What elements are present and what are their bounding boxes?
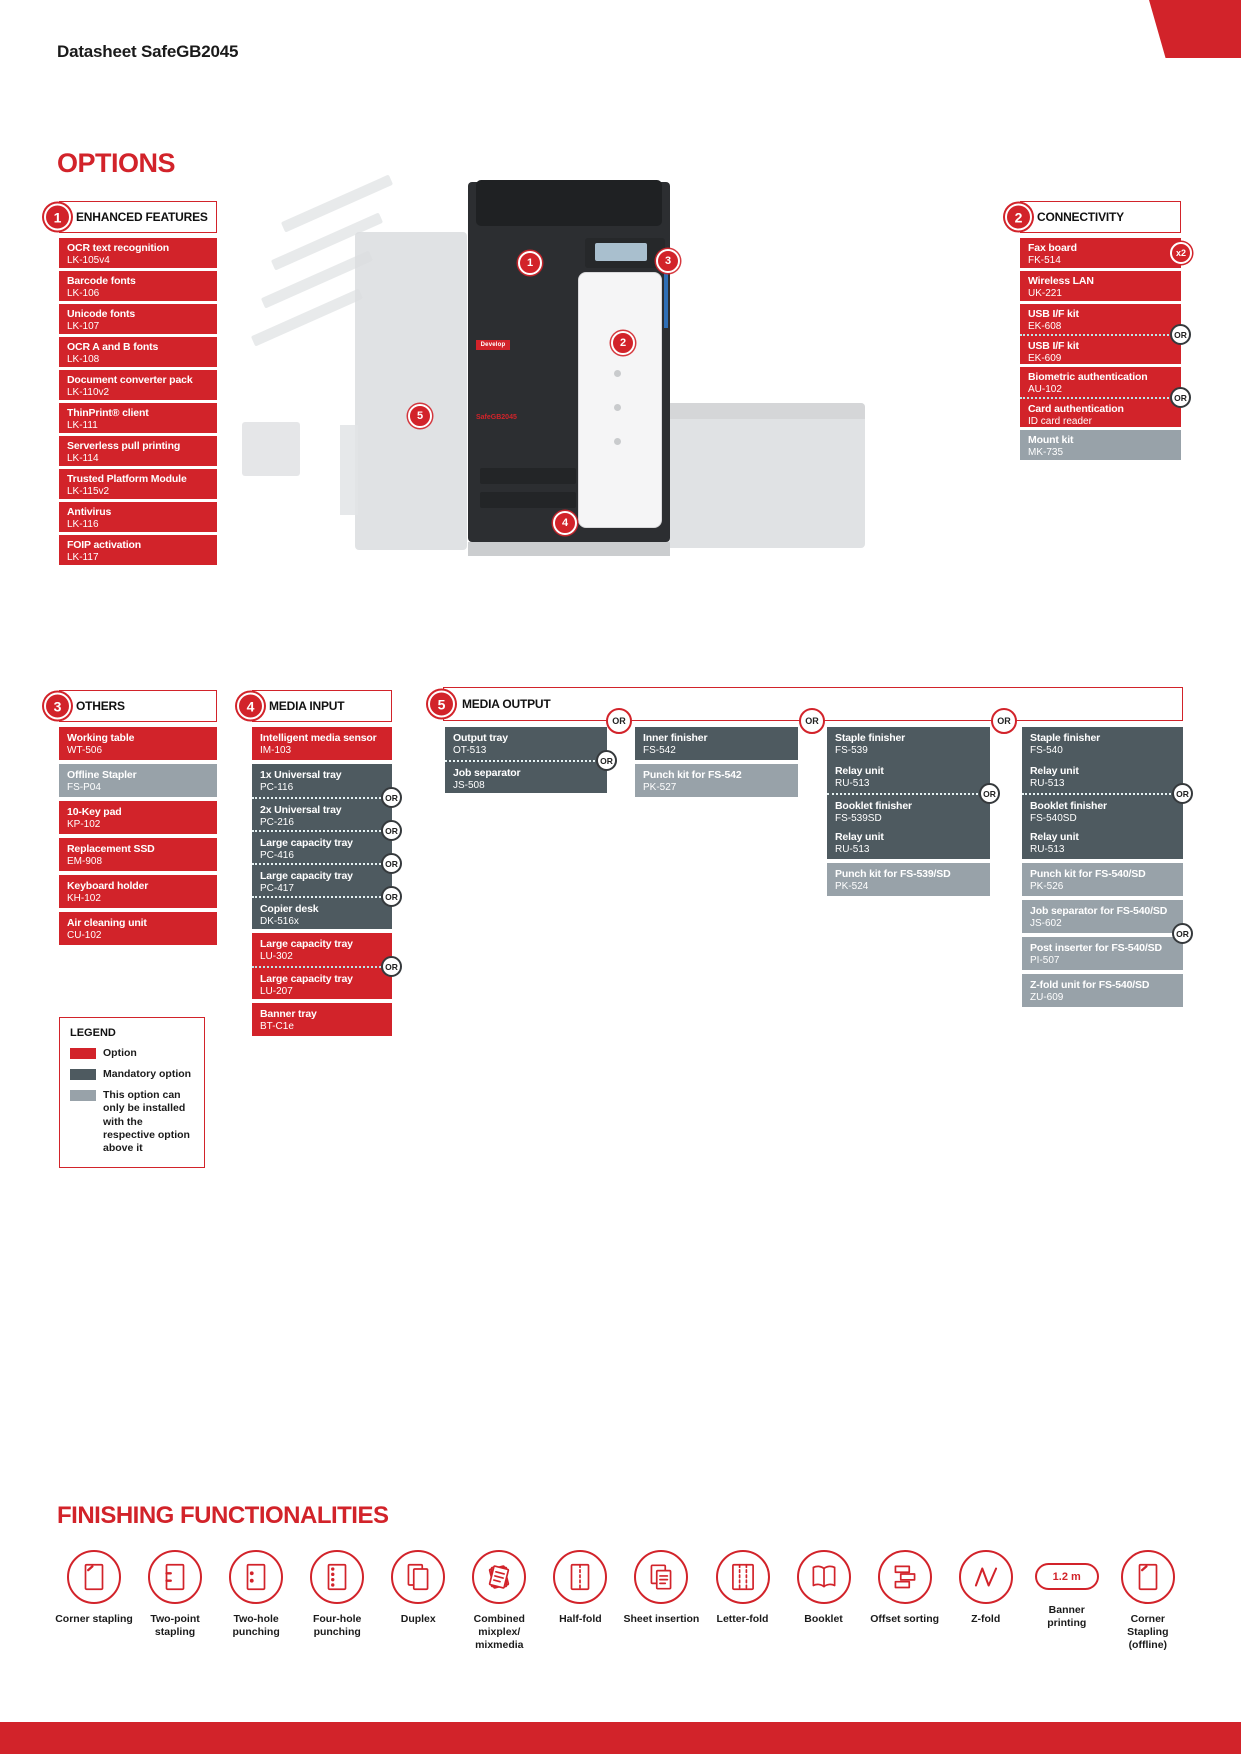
finishing-item — [947, 1550, 1025, 1652]
option-item — [1022, 826, 1183, 859]
or-badge: OR — [381, 853, 402, 874]
letter-fold-icon — [716, 1550, 770, 1604]
finishing-item — [298, 1550, 376, 1652]
option-code: RU-513 — [1030, 778, 1065, 790]
offset-sorting-icon — [878, 1550, 932, 1604]
option-code: AU-102 — [1028, 384, 1062, 396]
option-item — [827, 826, 990, 859]
option-code: PI-507 — [1030, 955, 1060, 967]
panel-number-badge: 1 — [44, 204, 71, 231]
or-badge: OR — [1172, 923, 1193, 944]
paper-tray — [480, 468, 576, 484]
option-item — [59, 912, 217, 945]
tray-handles — [614, 370, 621, 377]
option-label: ThinPrint® client — [67, 407, 149, 419]
option-code: LK-105v4 — [67, 255, 110, 267]
option-label: Job separator for FS-540/SD — [1030, 905, 1168, 917]
options-heading: OPTIONS — [57, 148, 176, 178]
finishing-label: Z-fold — [971, 1613, 1001, 1625]
option-code: PK-527 — [643, 782, 677, 794]
legend-title: LEGEND — [70, 1027, 116, 1039]
legend-swatch — [70, 1069, 96, 1080]
option-item — [635, 727, 798, 760]
option-label: Wireless LAN — [1028, 275, 1094, 287]
corner-accent — [1149, 0, 1241, 58]
option-label: Unicode fonts — [67, 308, 136, 320]
sheet-insertion-icon — [634, 1550, 688, 1604]
option-label: Offline Stapler — [67, 769, 137, 781]
callout-badge-3: 3 — [656, 249, 680, 273]
media-output-column-4 — [1022, 727, 1189, 1007]
option-code: EM-908 — [67, 856, 103, 868]
option-item — [59, 764, 217, 797]
option-label: Working table — [67, 732, 135, 744]
media-output-column-1 — [445, 727, 613, 793]
brand-logo: Develop — [476, 340, 510, 350]
option-item — [1022, 727, 1183, 760]
legend-row — [70, 1068, 194, 1081]
panel-media-input — [246, 690, 398, 1036]
option-code: LK-114 — [67, 453, 99, 465]
finishing-label: Banner printing — [1047, 1604, 1087, 1630]
option-label: Punch kit for FS-539/SD — [835, 868, 951, 880]
option-code: PK-524 — [835, 881, 869, 893]
option-item — [59, 304, 217, 334]
side-unit-watermark — [242, 422, 300, 476]
option-label: Trusted Platform Module — [67, 473, 187, 485]
option-item — [59, 727, 217, 760]
option-item — [827, 760, 990, 793]
option-code: LK-110v2 — [67, 387, 110, 399]
callout-badge-2: 2 — [611, 331, 635, 355]
option-item — [59, 535, 217, 565]
callout-badge-1: 1 — [518, 251, 542, 275]
front-tower — [578, 272, 662, 528]
legend-swatch — [70, 1090, 96, 1101]
option-item — [1022, 760, 1183, 793]
two-point-stapling-icon — [148, 1550, 202, 1604]
option-item — [635, 764, 798, 797]
option-code: RU-513 — [1030, 844, 1065, 856]
corner-stapling-offline-icon — [1121, 1550, 1175, 1604]
option-label: Barcode fonts — [67, 275, 136, 287]
option-item — [1020, 392, 1187, 428]
or-badge-major: OR — [799, 708, 825, 734]
option-label: Relay unit — [1030, 831, 1079, 843]
option-code: LK-108 — [67, 354, 100, 366]
option-code: DK-516x — [260, 916, 299, 928]
finishing-item — [785, 1550, 863, 1652]
option-item — [252, 825, 398, 863]
count-badge: x2 — [1170, 242, 1192, 264]
four-hole-punching-icon — [310, 1550, 364, 1604]
option-item — [59, 271, 217, 301]
option-label: Copier desk — [260, 903, 319, 915]
option-item — [1022, 788, 1189, 826]
option-label: Punch kit for FS-542 — [643, 769, 742, 781]
option-code: LK-116 — [67, 519, 99, 531]
finishing-label: Offset sorting — [870, 1613, 940, 1625]
option-item — [252, 792, 398, 830]
two-hole-punching-icon — [229, 1550, 283, 1604]
option-item — [1020, 430, 1181, 460]
legend-row — [70, 1047, 194, 1060]
option-code: PK-526 — [1030, 881, 1064, 893]
printer-illustration — [240, 170, 870, 570]
page-title: Datasheet SafeGB2045 — [57, 42, 239, 61]
finishing-item — [217, 1550, 295, 1652]
option-code: RU-513 — [835, 844, 870, 856]
or-badge-major: OR — [606, 708, 632, 734]
panel-header — [53, 201, 217, 233]
panel-header — [53, 690, 217, 722]
option-code: FS-540SD — [1030, 813, 1077, 825]
option-label: Fax board — [1028, 242, 1077, 254]
option-label: Punch kit for FS-540/SD — [1030, 868, 1146, 880]
option-item — [252, 764, 392, 797]
option-code: OT-513 — [453, 745, 487, 757]
option-item — [827, 788, 996, 826]
option-item — [445, 727, 607, 760]
or-badge: OR — [596, 750, 617, 771]
option-code: FS-539 — [835, 745, 868, 757]
finishing-item — [136, 1550, 214, 1652]
option-item — [1022, 928, 1189, 970]
option-label: Biometric authentication — [1028, 371, 1148, 383]
option-code: LK-111 — [67, 420, 98, 432]
mixplex-mixmedia-icon — [472, 1550, 526, 1604]
option-code: JS-508 — [453, 780, 485, 792]
option-item — [252, 961, 398, 999]
or-badge: OR — [979, 783, 1000, 804]
option-code: LK-107 — [67, 321, 100, 333]
option-code: ID card reader — [1028, 416, 1092, 428]
option-item — [1020, 238, 1186, 268]
option-label: OCR A and B fonts — [67, 341, 159, 353]
legend-box — [59, 1017, 205, 1168]
option-code: IM-103 — [260, 745, 292, 757]
option-item — [1020, 329, 1187, 365]
option-code: KP-102 — [67, 819, 101, 831]
or-badge: OR — [1170, 387, 1191, 408]
finishing-label: Half-fold — [559, 1613, 602, 1625]
option-code: MK-735 — [1028, 447, 1064, 459]
option-code: PC-416 — [260, 850, 294, 862]
half-fold-icon — [553, 1550, 607, 1604]
option-item — [1020, 367, 1181, 397]
finishing-label: Duplex — [400, 1613, 436, 1625]
or-badge-major: OR — [991, 708, 1017, 734]
document-feeder — [476, 180, 662, 226]
option-item — [445, 755, 613, 793]
panel-connectivity — [1014, 201, 1187, 460]
option-item — [59, 238, 217, 268]
option-code: LK-117 — [67, 552, 99, 564]
finishing-item — [460, 1550, 538, 1652]
option-label: 10-Key pad — [67, 806, 122, 818]
panel-enhanced-features — [53, 201, 217, 565]
finisher-watermark-lower — [340, 425, 358, 515]
option-code: FS-539SD — [835, 813, 882, 825]
option-item — [59, 370, 217, 400]
option-code: CU-102 — [67, 930, 102, 942]
option-code: PC-417 — [260, 883, 294, 895]
finishing-label: Four-hole punching — [312, 1613, 362, 1639]
option-label: Large capacity tray — [260, 973, 353, 985]
finishing-item — [1028, 1550, 1106, 1652]
option-item — [59, 436, 217, 466]
finishing-label: Two-point stapling — [150, 1613, 200, 1639]
finishing-item — [622, 1550, 700, 1652]
or-badge: OR — [1172, 783, 1193, 804]
accent-strip — [664, 270, 668, 328]
option-item — [252, 858, 398, 896]
option-label: Antivirus — [67, 506, 112, 518]
option-label: Relay unit — [835, 831, 884, 843]
banner-printing-pill: 1.2 m — [1035, 1563, 1099, 1590]
option-code: UK-221 — [1028, 288, 1062, 300]
option-item — [59, 469, 217, 499]
option-label: Post inserter for FS-540/SD — [1030, 942, 1162, 954]
option-label: Relay unit — [1030, 765, 1079, 777]
footer-bar — [0, 1722, 1241, 1754]
option-item — [252, 891, 398, 929]
finishing-item — [379, 1550, 457, 1652]
panel-title: MEDIA OUTPUT — [462, 697, 551, 711]
z-fold-icon — [959, 1550, 1013, 1604]
option-code: EK-609 — [1028, 353, 1062, 365]
option-code: FS-542 — [643, 745, 676, 757]
callout-badge-5: 5 — [408, 404, 432, 428]
option-code: FS-540 — [1030, 745, 1063, 757]
option-code: LU-302 — [260, 951, 293, 963]
legend-label: This option can only be installed with the respective option above it — [103, 1089, 190, 1154]
panel-title: CONNECTIVITY — [1037, 210, 1124, 224]
legend-row — [70, 1089, 194, 1155]
option-item — [59, 403, 217, 433]
option-label: Mount kit — [1028, 434, 1074, 446]
option-label: 2x Universal tray — [260, 804, 342, 816]
legend-label: Option — [103, 1047, 137, 1059]
panel-number-badge: 5 — [428, 691, 455, 718]
finishing-label: Sheet insertion — [623, 1613, 700, 1625]
finishing-label: Letter-fold — [716, 1613, 769, 1625]
option-item — [252, 727, 392, 760]
option-code: EK-608 — [1028, 321, 1062, 333]
panel-others — [53, 690, 217, 945]
option-label: Large capacity tray — [260, 938, 353, 950]
option-code: RU-513 — [835, 778, 870, 790]
panel-title: OTHERS — [76, 699, 125, 713]
panel-number-badge: 2 — [1005, 204, 1032, 231]
option-label: Large capacity tray — [260, 870, 353, 882]
option-label: Replacement SSD — [67, 843, 155, 855]
option-label: Output tray — [453, 732, 508, 744]
paper-tray — [480, 492, 576, 508]
callout-badge-4: 4 — [553, 511, 577, 535]
option-code: ZU-609 — [1030, 992, 1064, 1004]
finishing-item — [1109, 1550, 1187, 1652]
option-label: Card authentication — [1028, 403, 1124, 415]
finishing-label: Two-hole punching — [232, 1613, 280, 1639]
panel-title: ENHANCED FEATURES — [76, 210, 208, 224]
panel-title: MEDIA INPUT — [269, 699, 345, 713]
or-badge: OR — [1170, 324, 1191, 345]
option-code: WT-506 — [67, 745, 103, 757]
touchscreen — [595, 243, 647, 261]
model-label: SafeGB2045 — [476, 414, 517, 421]
media-output-column-2 — [635, 727, 798, 797]
legend-label: Mandatory option — [103, 1068, 192, 1081]
option-label: Intelligent media sensor — [260, 732, 377, 744]
option-label: Job separator — [453, 767, 521, 779]
option-item — [59, 337, 217, 367]
or-badge: OR — [381, 820, 402, 841]
option-item — [1022, 974, 1183, 1007]
option-label: OCR text recognition — [67, 242, 170, 254]
option-item — [59, 875, 217, 908]
option-item — [59, 801, 217, 834]
finishing-label: Combined mixplex/ mixmedia — [473, 1613, 525, 1652]
option-label: Document converter pack — [67, 374, 193, 386]
option-label: Relay unit — [835, 765, 884, 777]
finishing-row — [55, 1550, 1187, 1652]
or-badge: OR — [381, 886, 402, 907]
option-label: FOIP activation — [67, 539, 141, 551]
option-code: FK-514 — [1028, 255, 1061, 267]
option-item — [1020, 304, 1181, 334]
option-code: BT-C1e — [260, 1021, 294, 1033]
finishing-label: Corner stapling — [55, 1613, 133, 1625]
option-label: Serverless pull printing — [67, 440, 181, 452]
finisher-watermark — [355, 232, 467, 550]
corner-stapling-icon — [67, 1550, 121, 1604]
option-label: USB I/F kit — [1028, 308, 1079, 320]
option-label: Banner tray — [260, 1008, 317, 1020]
printer-base — [468, 542, 670, 556]
finishing-label: Corner Stapling (offline) — [1127, 1613, 1169, 1652]
option-item — [1020, 271, 1181, 301]
legend-swatch — [70, 1048, 96, 1059]
option-label: Large capacity tray — [260, 837, 353, 849]
option-item — [827, 727, 990, 760]
or-badge: OR — [381, 956, 402, 977]
option-item — [59, 502, 217, 532]
option-item — [252, 1003, 392, 1036]
option-item — [1022, 900, 1183, 933]
option-code: FS-P04 — [67, 782, 101, 794]
option-label: USB I/F kit — [1028, 340, 1079, 352]
option-label: 1x Universal tray — [260, 769, 342, 781]
booklet-icon — [797, 1550, 851, 1604]
panel-number-badge: 3 — [44, 693, 71, 720]
option-code: LK-106 — [67, 288, 100, 300]
option-code: PC-116 — [260, 782, 294, 794]
duplex-icon — [391, 1550, 445, 1604]
option-item — [252, 933, 392, 966]
panel-number-badge: 4 — [237, 693, 264, 720]
option-label: Staple finisher — [1030, 732, 1101, 744]
option-code: LU-207 — [260, 986, 293, 998]
finishing-item — [541, 1550, 619, 1652]
option-label: Booklet finisher — [835, 800, 912, 812]
finishing-item — [55, 1550, 133, 1652]
large-capacity-unit-watermark — [660, 403, 865, 548]
option-item — [827, 863, 990, 896]
option-label: Keyboard holder — [67, 880, 149, 892]
finishing-label: Booklet — [804, 1613, 843, 1625]
option-code: LK-115v2 — [67, 486, 110, 498]
option-item — [59, 838, 217, 871]
option-label: Booklet finisher — [1030, 800, 1107, 812]
large-capacity-unit-top — [660, 403, 865, 419]
option-code: JS-602 — [1030, 918, 1062, 930]
finishing-item — [704, 1550, 782, 1652]
option-item — [1022, 863, 1183, 896]
option-code: KH-102 — [67, 893, 101, 905]
option-code: PC-216 — [260, 817, 294, 829]
option-label: Air cleaning unit — [67, 917, 147, 929]
panel-header — [1014, 201, 1181, 233]
option-label: Staple finisher — [835, 732, 906, 744]
media-output-column-3 — [827, 727, 996, 896]
or-badge: OR — [381, 787, 402, 808]
option-label: Inner finisher — [643, 732, 708, 744]
option-label: Z-fold unit for FS-540/SD — [1030, 979, 1150, 991]
finishing-item — [866, 1550, 944, 1652]
finishing-heading: FINISHING FUNCTIONALITIES — [57, 1502, 389, 1529]
panel-header — [246, 690, 392, 722]
